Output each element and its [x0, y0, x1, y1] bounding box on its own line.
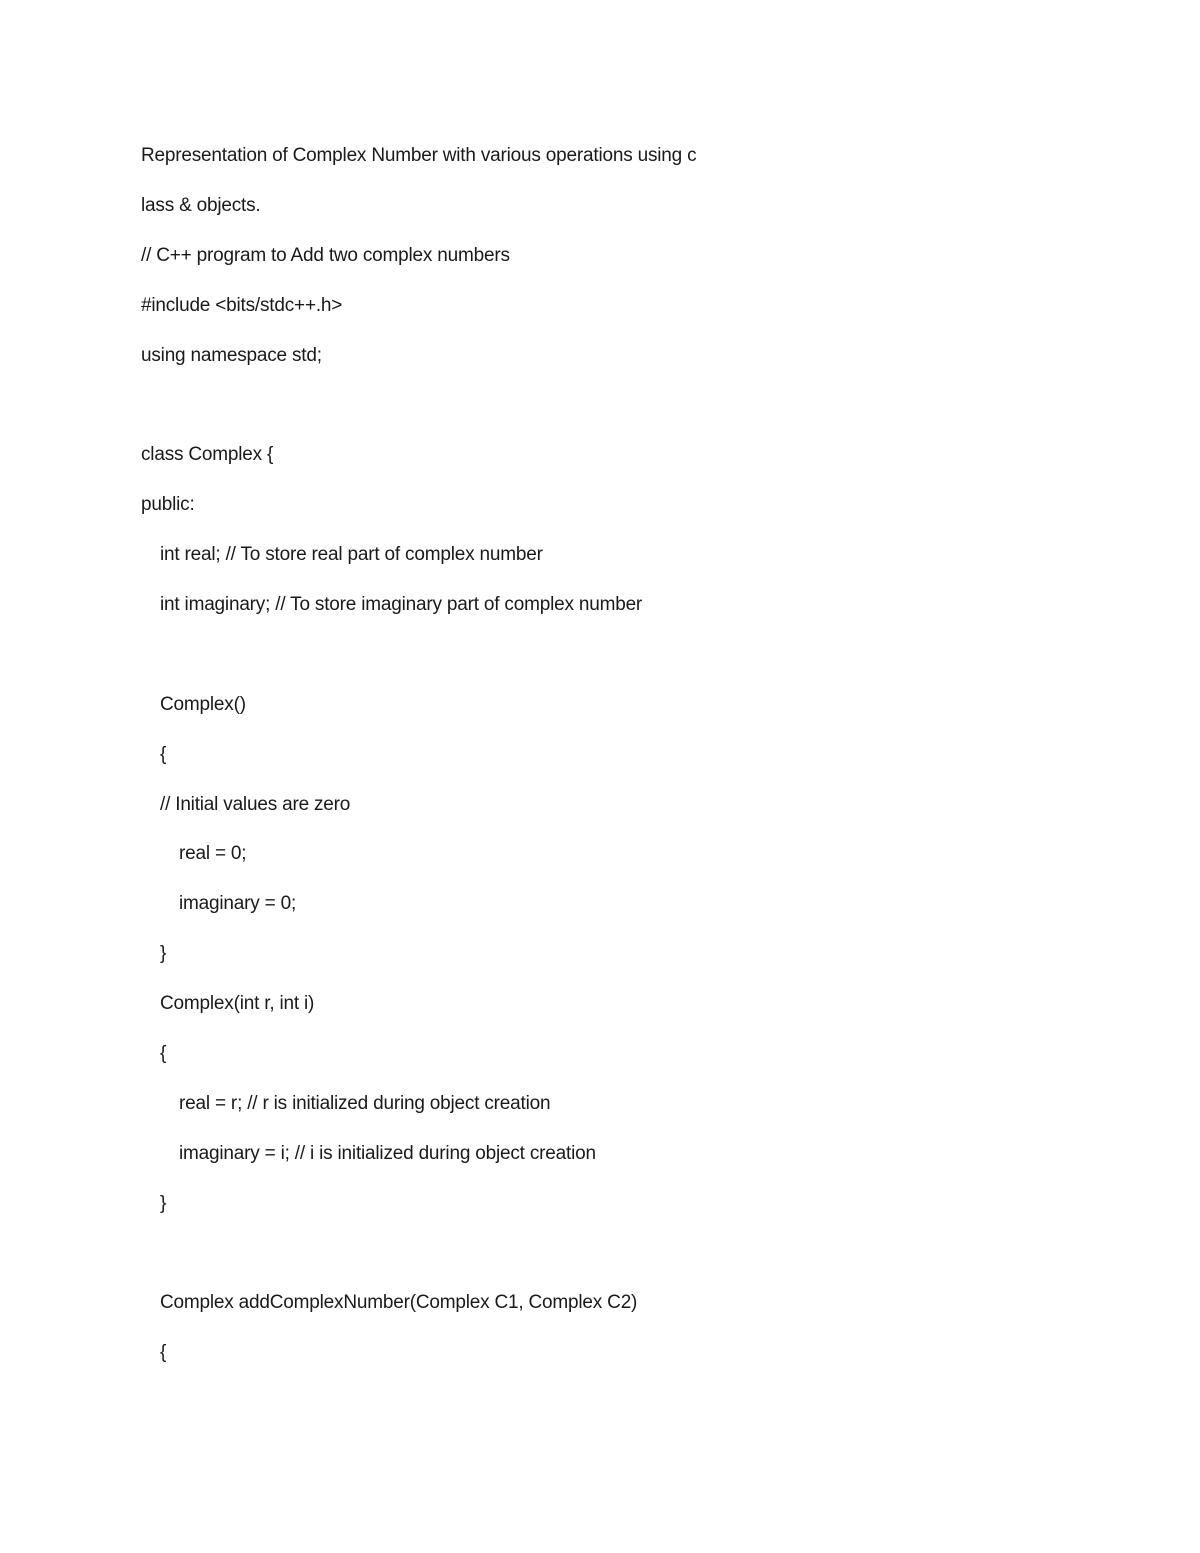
text-line: public: — [141, 494, 195, 516]
text-line: } — [160, 943, 167, 965]
text-line: real = 0; — [179, 843, 247, 865]
text-line: real = r; // r is initialized during object creation — [179, 1092, 551, 1114]
text-line: // Initial values are zero — [160, 793, 351, 815]
text-line: int real; // To store real part of complex number — [160, 544, 543, 566]
text-line: #include <bits/stdc++.h> — [141, 294, 343, 316]
text-line: Complex() — [160, 693, 246, 715]
text-line: { — [160, 1342, 167, 1364]
blank-line — [141, 641, 1101, 691]
blank-line — [141, 1240, 1101, 1290]
text-line: imaginary = i; // i is initialized during object creation — [179, 1142, 596, 1164]
text-line: Representation of Complex Number with various operations using c — [141, 145, 697, 166]
text-line: class Complex { — [141, 444, 274, 466]
text-line: lass & objects. — [141, 194, 261, 216]
text-line: Complex addComplexNumber(Complex C1, Complex C2) — [160, 1292, 638, 1314]
text-line: { — [160, 1043, 167, 1065]
text-line: // C++ program to Add two complex numbers — [141, 244, 510, 266]
text-line: using namespace std; — [141, 344, 322, 366]
document-body — [141, 142, 1101, 1389]
text-line: Complex(int r, int i) — [160, 993, 315, 1015]
text-line: imaginary = 0; — [179, 893, 297, 915]
text-line: { — [160, 743, 167, 765]
text-line: } — [160, 1192, 167, 1214]
text-line: int imaginary; // To store imaginary part of complex number — [160, 594, 643, 616]
blank-line — [141, 391, 1101, 441]
